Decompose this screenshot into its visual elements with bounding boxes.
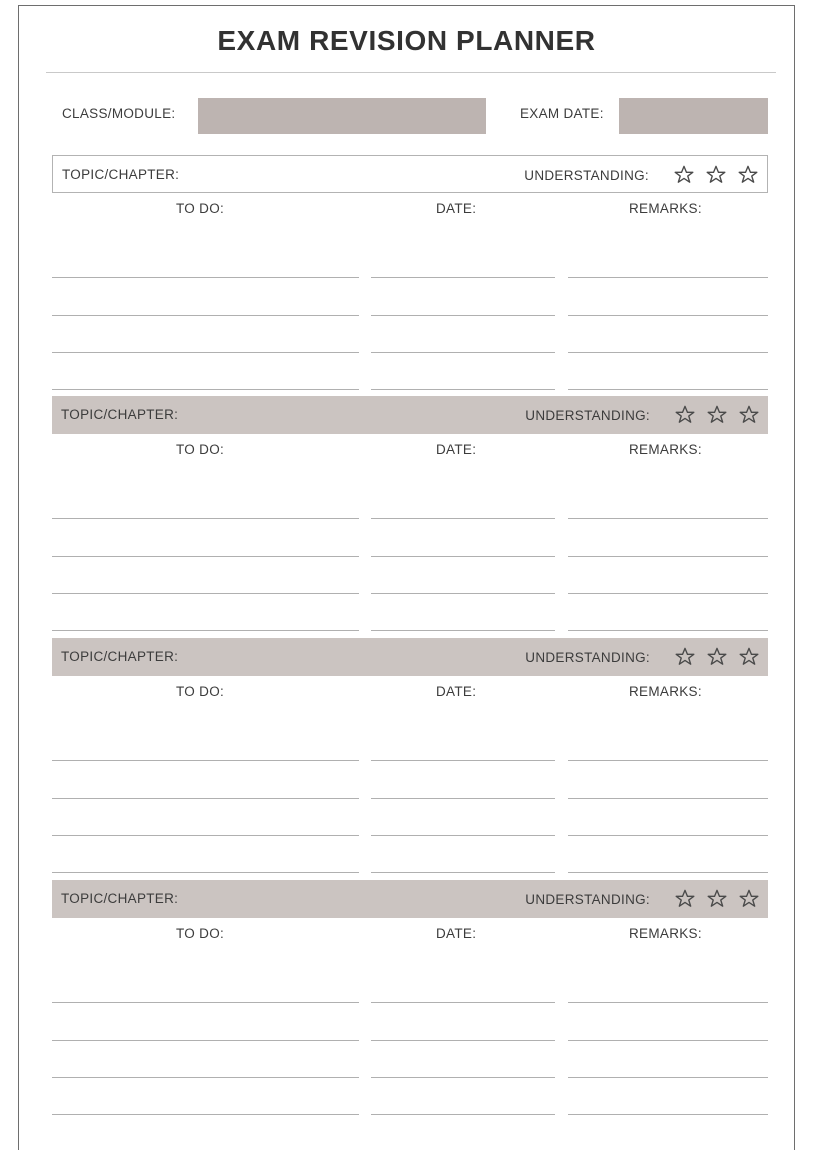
writing-line[interactable] (371, 872, 555, 873)
writing-line[interactable] (371, 352, 555, 353)
star-icon[interactable] (738, 646, 760, 668)
writing-line[interactable] (52, 1077, 359, 1078)
column-headers (52, 918, 768, 948)
writing-line[interactable] (52, 389, 359, 390)
revision-section (52, 396, 768, 464)
star-icon[interactable] (706, 646, 728, 668)
date-column-header: DATE: (436, 684, 477, 699)
writing-line[interactable] (371, 389, 555, 390)
topic-chapter-bar[interactable] (52, 396, 768, 434)
writing-line[interactable] (52, 1002, 359, 1003)
class-module-label: CLASS/MODULE: (62, 106, 176, 121)
writing-line[interactable] (371, 556, 555, 557)
understanding-rating (524, 164, 759, 186)
writing-line[interactable] (568, 593, 768, 594)
writing-line[interactable] (52, 277, 359, 278)
writing-line[interactable] (568, 518, 768, 519)
writing-line[interactable] (371, 630, 555, 631)
writing-line[interactable] (52, 518, 359, 519)
revision-section (52, 155, 768, 223)
writing-line[interactable] (52, 798, 359, 799)
writing-line[interactable] (568, 1077, 768, 1078)
column-headers (52, 434, 768, 464)
writing-line[interactable] (371, 760, 555, 761)
writing-line[interactable] (568, 798, 768, 799)
date-column-header: DATE: (436, 201, 477, 216)
exam-date-label: EXAM DATE: (520, 106, 604, 121)
topic-chapter-label: TOPIC/CHAPTER: (61, 407, 179, 422)
writing-line[interactable] (371, 835, 555, 836)
column-headers (52, 193, 768, 223)
topic-chapter-bar[interactable] (52, 155, 768, 193)
topic-chapter-label: TOPIC/CHAPTER: (61, 891, 179, 906)
topic-chapter-label: TOPIC/CHAPTER: (62, 167, 180, 182)
writing-line[interactable] (371, 277, 555, 278)
todo-column-header: TO DO: (176, 926, 225, 941)
understanding-rating (525, 888, 760, 910)
star-icon[interactable] (674, 404, 696, 426)
star-icon[interactable] (706, 404, 728, 426)
revision-section (52, 880, 768, 948)
date-column-header: DATE: (436, 442, 477, 457)
remarks-column-header: REMARKS: (629, 201, 702, 216)
writing-line[interactable] (568, 1040, 768, 1041)
writing-line[interactable] (371, 518, 555, 519)
writing-line[interactable] (568, 277, 768, 278)
topic-chapter-bar[interactable] (52, 638, 768, 676)
understanding-rating (525, 646, 760, 668)
writing-line[interactable] (52, 630, 359, 631)
writing-line[interactable] (371, 1040, 555, 1041)
star-icon[interactable] (738, 888, 760, 910)
todo-column-header: TO DO: (176, 442, 225, 457)
todo-column-header: TO DO: (176, 684, 225, 699)
writing-line[interactable] (568, 1114, 768, 1115)
star-icon[interactable] (673, 164, 695, 186)
writing-line[interactable] (52, 315, 359, 316)
writing-line[interactable] (568, 630, 768, 631)
writing-line[interactable] (52, 1040, 359, 1041)
star-icon[interactable] (737, 164, 759, 186)
writing-line[interactable] (52, 760, 359, 761)
writing-line[interactable] (52, 352, 359, 353)
writing-line[interactable] (568, 835, 768, 836)
writing-line[interactable] (568, 389, 768, 390)
understanding-label: UNDERSTANDING: (525, 649, 650, 665)
writing-line[interactable] (568, 352, 768, 353)
class-module-field[interactable] (198, 98, 486, 134)
column-headers (52, 676, 768, 706)
writing-line[interactable] (52, 556, 359, 557)
writing-line[interactable] (568, 760, 768, 761)
writing-line[interactable] (371, 1077, 555, 1078)
todo-column-header: TO DO: (176, 201, 225, 216)
writing-line[interactable] (371, 1114, 555, 1115)
meta-row (52, 98, 768, 134)
topic-chapter-bar[interactable] (52, 880, 768, 918)
star-icon[interactable] (738, 404, 760, 426)
writing-line[interactable] (371, 593, 555, 594)
writing-line[interactable] (568, 315, 768, 316)
writing-line[interactable] (52, 593, 359, 594)
understanding-label: UNDERSTANDING: (525, 407, 650, 423)
remarks-column-header: REMARKS: (629, 926, 702, 941)
writing-line[interactable] (371, 315, 555, 316)
writing-line[interactable] (568, 1002, 768, 1003)
writing-line[interactable] (568, 872, 768, 873)
writing-line[interactable] (52, 1114, 359, 1115)
title-divider (46, 72, 776, 73)
date-column-header: DATE: (436, 926, 477, 941)
understanding-rating (525, 404, 760, 426)
revision-section (52, 638, 768, 706)
topic-chapter-label: TOPIC/CHAPTER: (61, 649, 179, 664)
star-icon[interactable] (705, 164, 727, 186)
writing-line[interactable] (52, 872, 359, 873)
remarks-column-header: REMARKS: (629, 684, 702, 699)
writing-line[interactable] (568, 556, 768, 557)
writing-line[interactable] (371, 1002, 555, 1003)
understanding-label: UNDERSTANDING: (525, 891, 650, 907)
star-icon[interactable] (674, 646, 696, 668)
star-icon[interactable] (706, 888, 728, 910)
writing-line[interactable] (371, 798, 555, 799)
star-icon[interactable] (674, 888, 696, 910)
page-title: EXAM REVISION PLANNER (217, 25, 596, 56)
understanding-label: UNDERSTANDING: (524, 167, 649, 183)
remarks-column-header: REMARKS: (629, 442, 702, 457)
writing-line[interactable] (52, 835, 359, 836)
exam-date-field[interactable] (619, 98, 768, 134)
